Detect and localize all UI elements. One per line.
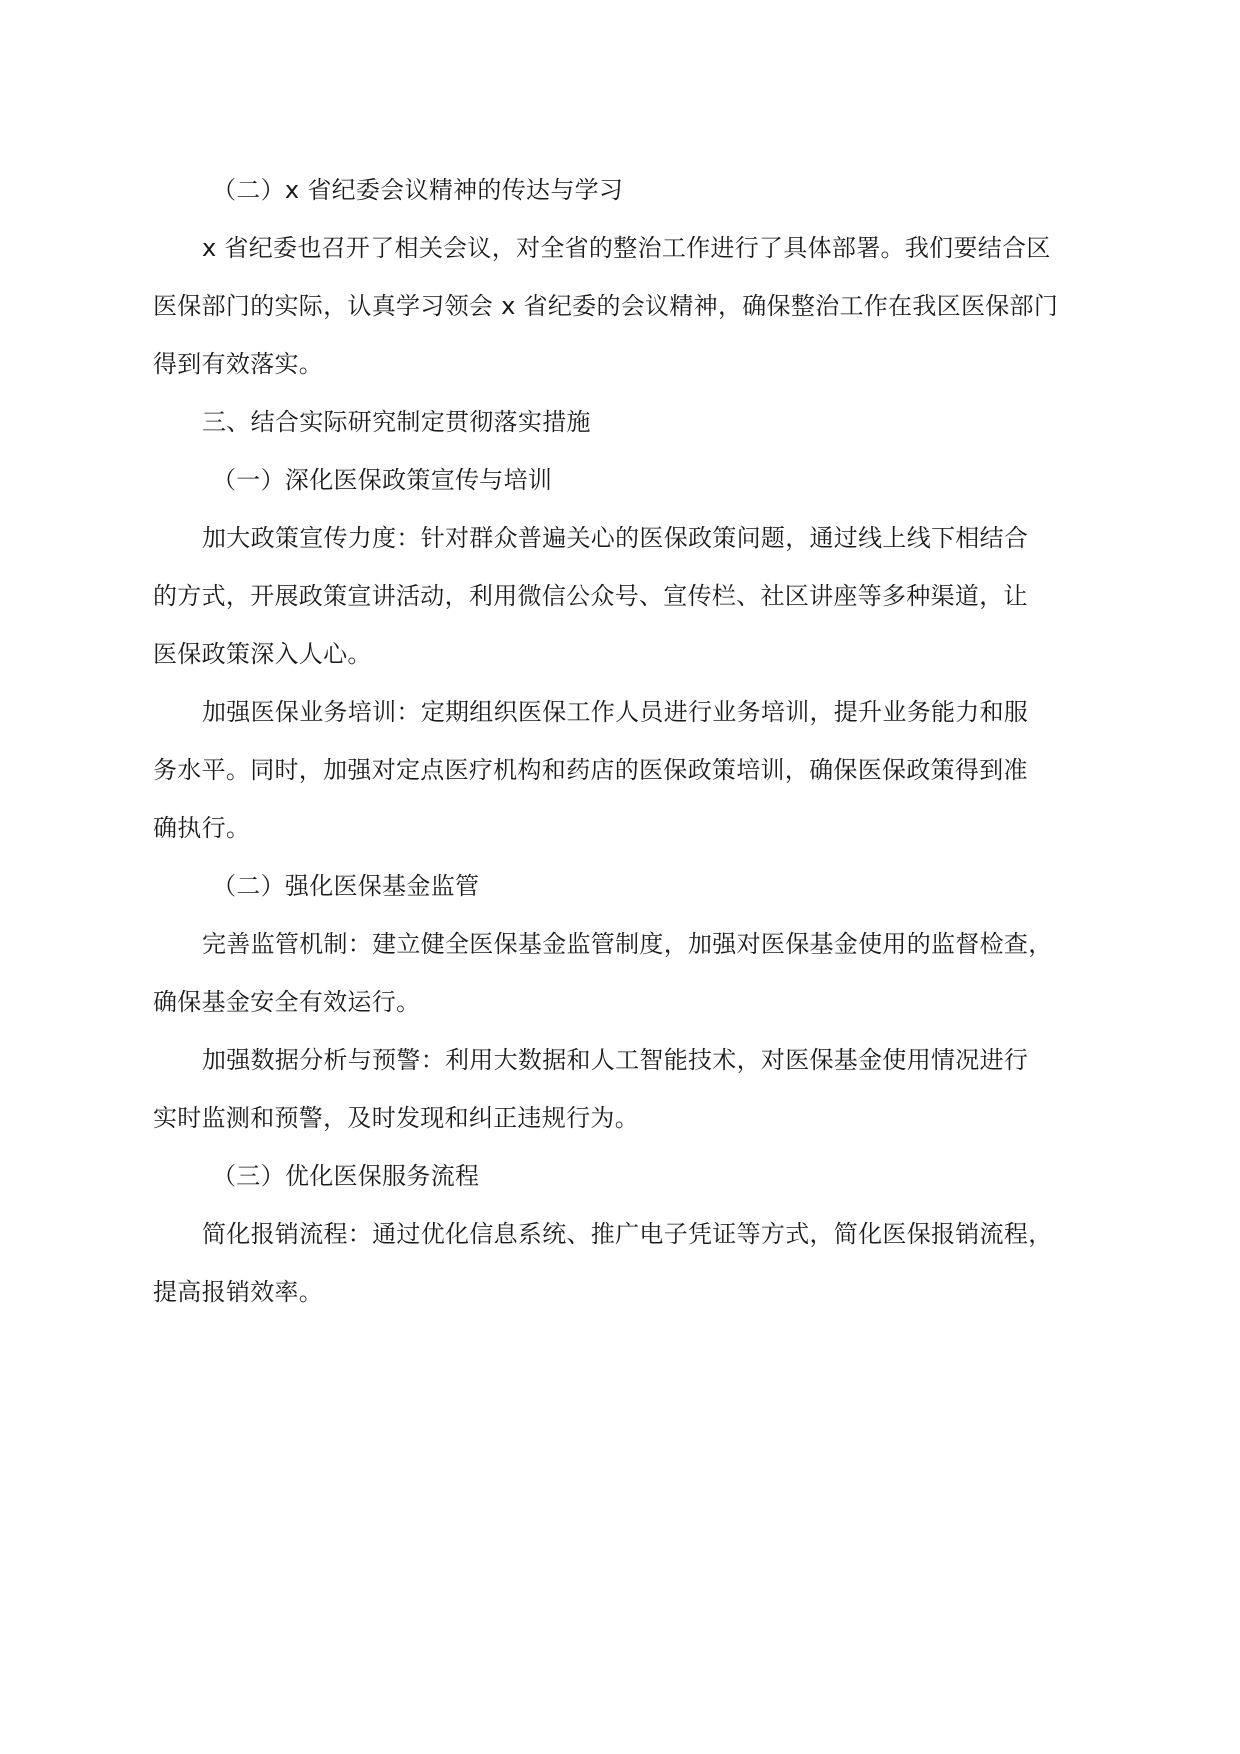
subsection-heading-3-1: （一）深化医保政策宣传与培训 bbox=[212, 466, 553, 494]
section-heading-3: 三、结合实际研究制定贯彻落实措施 bbox=[202, 408, 591, 436]
paragraph-line: 确执行。 bbox=[153, 814, 251, 842]
paragraph-line: 加大政策宣传力度：针对群众普遍关心的医保政策问题，通过线上线下相结合 bbox=[202, 524, 1029, 552]
paragraph-line: 得到有效落实。 bbox=[153, 350, 324, 378]
paragraph-line: 医保政策深入人心。 bbox=[153, 640, 372, 668]
paragraph-line: 加强医保业务培训：定期组织医保工作人员进行业务培训，提升业务能力和服 bbox=[202, 698, 1029, 726]
paragraph-line: 医保部门的实际，认真学习领会 x 省纪委的会议精神，确保整治工作在我区医保部门 bbox=[153, 292, 1059, 320]
paragraph-line: 完善监管机制：建立健全医保基金监管制度，加强对医保基金使用的监督检查， bbox=[202, 930, 1053, 958]
subsection-heading-3-3: （三）优化医保服务流程 bbox=[212, 1162, 480, 1190]
paragraph-line: 务水平。同时，加强对定点医疗机构和药店的医保政策培训，确保医保政策得到准 bbox=[153, 756, 1028, 784]
paragraph-line: 的方式，开展政策宣讲活动，利用微信公众号、宣传栏、社区讲座等多种渠道，让 bbox=[153, 582, 1028, 610]
paragraph-line: 简化报销流程：通过优化信息系统、推广电子凭证等方式，简化医保报销流程， bbox=[202, 1220, 1053, 1248]
paragraph-line: 加强数据分析与预警：利用大数据和人工智能技术，对医保基金使用情况进行 bbox=[202, 1046, 1029, 1074]
paragraph-line: 实时监测和预警，及时发现和纠正违规行为。 bbox=[153, 1104, 639, 1132]
section-heading-2-2: （二）x 省纪委会议精神的传达与学习 bbox=[212, 176, 624, 204]
paragraph-line: x 省纪委也召开了相关会议，对全省的整治工作进行了具体部署。我们要结合区 bbox=[202, 234, 1051, 262]
subsection-heading-3-2: （二）强化医保基金监管 bbox=[212, 872, 480, 900]
paragraph-line: 提高报销效率。 bbox=[153, 1278, 324, 1306]
paragraph-line: 确保基金安全有效运行。 bbox=[153, 988, 421, 1016]
